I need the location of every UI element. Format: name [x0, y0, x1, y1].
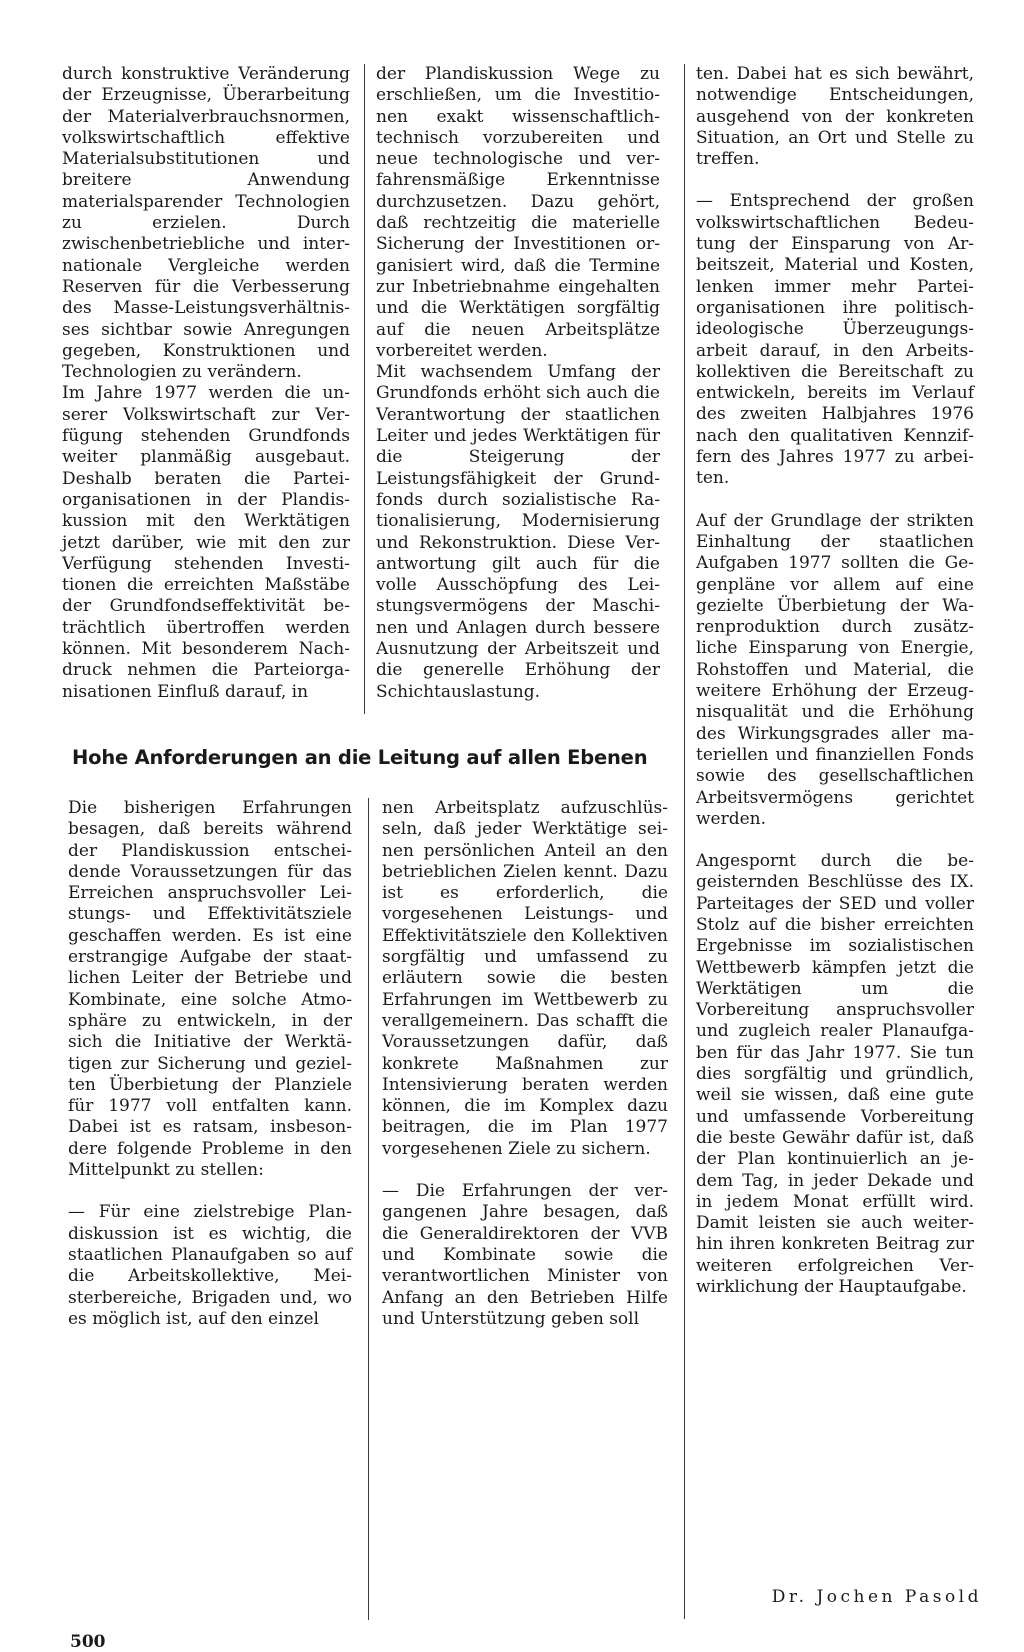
paragraph: durch konstruktive Veränderung der Erzeugnisse, Überarbeitung der Materialverbrauchsnormen, volkswirtschaftlich effektive Materialsubstitutionen und breitere Anwendung materialsparender Technologien zu erzielen. Durch zwischenbetriebliche und internationale Vergleiche werden Reserven für die Verbesserung des Masse-Leistungsverhältnisses sichtbar sowie Anregungen gegeben, Konstruktionen und Technologien zu verändern.	[62, 64, 350, 383]
section-heading: Hohe Anforderungen an die Leitung auf allen Ebenen	[72, 746, 648, 769]
paragraph: — Für eine zielstrebige Plandiskussion ist es wichtig, die staatlichen Planaufgaben so auf die Arbeitskollektive, Meisterbereiche, Brigaden und, wo es möglich ist, auf den einzel	[68, 1202, 352, 1329]
column-2-top	[376, 64, 660, 703]
column-2-bottom	[382, 798, 668, 1330]
paragraph: nen Arbeitsplatz aufzuschlüsseln, daß jeder Werktätige seinen persönlichen Anteil an den betrieblichen Zielen kennt. Dazu ist es erforderlich, die vorgesehenen Leistungs- und Effektivitätsziele den Kollektiven sorgfältig und umfassend zu erläutern sowie die besten Erfahrungen im Wettbewerb zu verallgemeinern. Das schafft die Voraussetzungen dafür, daß konkrete Maßnahmen zur Intensivierung beraten werden können, die im Komplex dazu beitragen, die im Plan 1977 vorgesehenen Ziele zu sichern.	[382, 798, 668, 1159]
paragraph: Mit wachsendem Umfang der Grundfonds erhöht sich auch die Verantwortung der staatlichen Leiter und jedes Werktätigen für die Steigerung der Leistungsfähigkeit der Grundfonds durch sozialistische Rationalisierung, Modernisierung und Rekonstruktion. Diese Verantwortung gilt auch für die volle Ausschöpfung des Leistungsvermögens der Maschinen und Anlagen durch bessere Ausnutzung der Arbeitszeit und die generelle Erhöhung der Schichtauslastung.	[376, 362, 660, 702]
author-signature: Dr. Jochen Pasold	[771, 1587, 982, 1607]
column-divider	[364, 64, 365, 714]
column-divider	[684, 64, 685, 1619]
paragraph: ten. Dabei hat es sich bewährt, notwendige Entscheidungen, ausgehend von der konkreten Situation, an Ort und Stelle zu treffen.	[696, 64, 974, 170]
column-1-top	[62, 64, 350, 703]
column-divider	[368, 798, 369, 1620]
column-3	[696, 64, 974, 1298]
paragraph: — Entsprechend der großen volkswirtschaftlichen Bedeutung der Einsparung von Arbeitszeit, Material und Kosten, lenken immer mehr Parteiorganisationen ihre politisch-ideologische Überzeugungsarbeit darauf, in den Arbeitskollektiven die Bereitschaft zu entwickeln, bereits im Verlauf des zweiten Halbjahres 1976 nach den qualitativen Kennziffern des Jahres 1977 zu arbeiten.	[696, 191, 974, 489]
paragraph: Die bisherigen Erfahrungen besagen, daß bereits während der Plandiskussion entscheidende Voraussetzungen für das Erreichen anspruchsvoller Leistungs- und Effektivitätsziele geschaffen werden. Es ist eine erstrangige Aufgabe der staatlichen Leiter der Betriebe und Kombinate, eine solche Atmosphäre zu entwickeln, in der sich die Initiative der Werktätigen zur Sicherung und gezielten Überbietung der Planziele für 1977 voll entfalten kann. Dabei ist es ratsam, insbesondere folgende Probleme in den Mittelpunkt zu stellen:	[68, 798, 352, 1181]
page-number: 500	[70, 1632, 106, 1652]
column-1-bottom	[68, 798, 352, 1330]
paragraph: — Die Erfahrungen der vergangenen Jahre besagen, daß die Generaldirektoren der VVB und Kombinate sowie die verantwortlichen Minister von Anfang an den Betrieben Hilfe und Unterstützung geben soll	[382, 1181, 668, 1329]
paragraph: Im Jahre 1977 werden die unserer Volkswirtschaft zur Verfügung stehenden Grundfonds weiter planmäßig ausgebaut. Deshalb beraten die Parteiorganisationen in der Plandiskussion mit den Werktätigen jetzt darüber, wie mit den zur Verfügung stehenden Investitionen die erreichten Maßstäbe der Grundfondseffektivität beträchtlich übertroffen werden können. Mit besonderem Nachdruck nehmen die Parteiorganisationen Einfluß darauf, in	[62, 383, 350, 702]
paragraph: Auf der Grundlage der strikten Einhaltung der staatlichen Aufgaben 1977 sollten die Gegenpläne vor allem auf eine gezielte Überbietung der Warenproduktion durch zusätzliche Einsparung von Energie, Rohstoffen und Material, die weitere Erhöhung der Erzeugnisqualität und die Erhöhung des Wirkungsgrades aller materiellen und finanziellen Fonds sowie des gesellschaftlichen Arbeitsvermögens gerichtet werden.	[696, 510, 974, 829]
paragraph: der Plandiskussion Wege zu erschließen, um die Investitionen exakt wissenschaftlich-technisch vorzubereiten und neue technologische und verfahrensmäßige Erkenntnisse durchzusetzen. Dazu gehört, daß rechtzeitig die materielle Sicherung der Investitionen organisiert wird, daß die Termine zur Inbetriebnahme eingehalten und die Werktätigen sorgfältig auf die neuen Arbeitsplätze vorbereitet werden.	[376, 64, 660, 361]
paragraph: Angespornt durch die begeisternden Beschlüsse des IX. Parteitages der SED und voller Stolz auf die bisher erreichten Ergebnisse im sozialistischen Wettbewerb kämpfen jetzt die Werktätigen um die Vorbereitung anspruchsvoller und zugleich realer Planaufgaben für das Jahr 1977. Sie tun dies sorgfältig und gründlich, weil sie wissen, daß eine gute und umfassende Vorbereitung die beste Gewähr dafür ist, daß der Plan kontinuierlich an jedem Tag, in jeder Dekade und in jedem Monat erfüllt wird. Damit leisten sie auch weiterhin ihren konkreten Beitrag zur weiteren erfolgreichen Verwirklichung der Hauptaufgabe.	[696, 851, 974, 1298]
